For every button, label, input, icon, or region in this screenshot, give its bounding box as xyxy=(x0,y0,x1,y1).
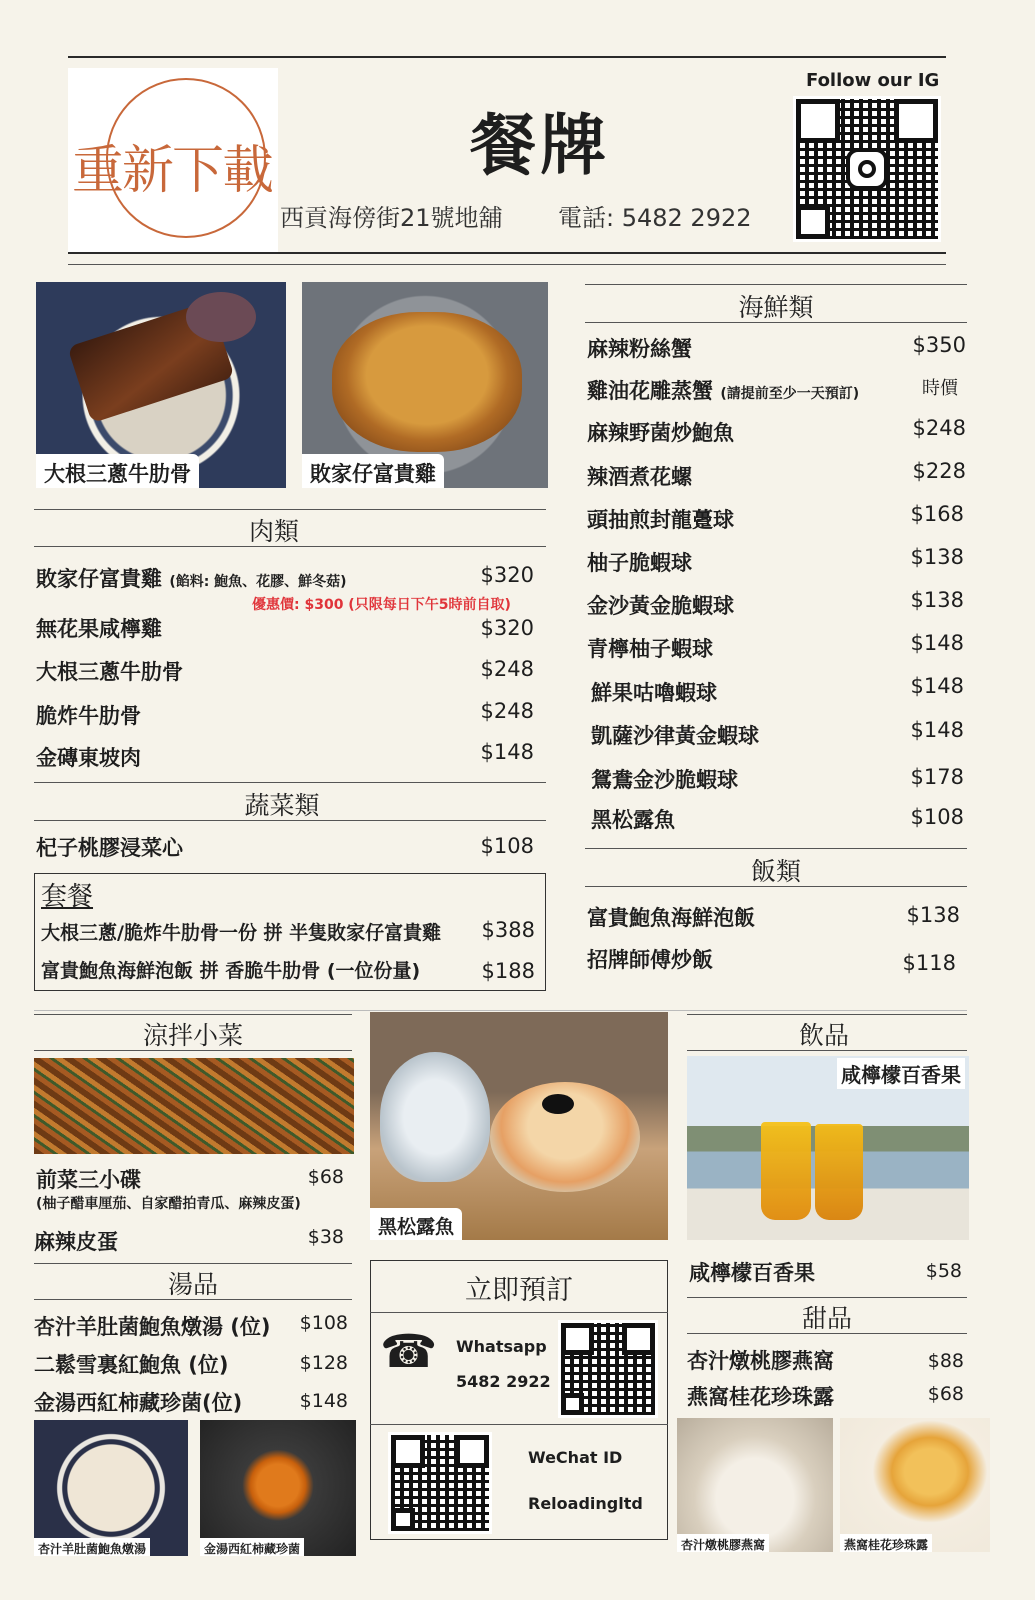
menu-item: 青檸柚子蝦球 xyxy=(587,637,713,661)
menu-price: $350 xyxy=(912,333,966,357)
menu-item: 辣酒煮花螺 xyxy=(587,465,692,489)
photo-tomato-soup xyxy=(200,1420,356,1556)
menu-price: $228 xyxy=(912,459,966,483)
dessert-rule-top xyxy=(687,1297,967,1298)
seafood-rule-top xyxy=(585,284,967,285)
phone-number: 電話: 5482 2922 xyxy=(558,204,752,232)
cold-rule-bottom xyxy=(34,1050,352,1051)
dessert-photo-caption: 杏汁燉桃膠燕窩 xyxy=(677,1534,769,1552)
menu-item: 金沙黃金脆蝦球 xyxy=(587,594,734,618)
drink-photo-label: 咸檸檬百香果 xyxy=(837,1058,965,1089)
rice-rule-top xyxy=(585,848,967,849)
wechat-id[interactable]: Reloadingltd xyxy=(528,1494,643,1513)
drinks-heading: 飲品 xyxy=(798,1021,849,1050)
photo-truffle-fish xyxy=(370,1012,668,1240)
menu-item: 雞油花雕蒸蟹 (請提前至少一天預訂) xyxy=(587,379,860,403)
rice-heading: 飯類 xyxy=(750,857,801,886)
menu-price: $320 xyxy=(480,616,534,640)
menu-item: 黑松露魚 xyxy=(591,808,675,832)
menu-price: $138 xyxy=(906,903,960,927)
menu-item: 大根三蔥/脆炸牛肋骨一份 拼 半隻敗家仔富貴雞 xyxy=(41,922,442,944)
menu-price: $68 xyxy=(307,1166,344,1188)
menu-price: $108 xyxy=(910,805,964,829)
menu-item: 金湯西紅柿藏珍菌(位) xyxy=(34,1391,243,1415)
ig-label: Follow our IG xyxy=(806,70,940,91)
soup-photo-caption: 金湯西紅柿藏珍菌 xyxy=(200,1538,304,1556)
menu-price: $188 xyxy=(481,959,535,983)
whatsapp-qr-code[interactable] xyxy=(558,1320,658,1418)
soup-rule-top xyxy=(34,1263,352,1264)
booking-rule-2 xyxy=(370,1424,668,1425)
meat-rule-top xyxy=(34,509,546,510)
page-title: 餐牌 xyxy=(470,107,610,184)
menu-price: $148 xyxy=(480,740,534,764)
cold-heading: 涼拌小菜 xyxy=(142,1021,243,1050)
menu-item: 富貴鮑魚海鮮泡飯 xyxy=(587,906,755,930)
meat-rule-bottom xyxy=(34,546,546,547)
set-meal-box xyxy=(34,873,546,991)
menu-item: 杞子桃膠浸菜心 xyxy=(36,836,183,860)
dessert-heading: 甜品 xyxy=(801,1304,852,1333)
veg-rule-bottom xyxy=(34,820,546,821)
drinks-rule-bottom xyxy=(687,1050,967,1051)
cold-rule-top xyxy=(34,1014,352,1015)
menu-item: 麻辣粉絲蟹 xyxy=(587,337,692,361)
menu-price: $38 xyxy=(307,1226,344,1248)
instagram-icon xyxy=(846,148,888,190)
menu-price: $148 xyxy=(299,1390,348,1412)
menu-item: 鴛鴦金沙脆蝦球 xyxy=(591,768,738,792)
restaurant-logo xyxy=(68,68,278,253)
menu-item: 敗家仔富貴雞 (餡料: 鮑魚、花膠、鮮冬菇) xyxy=(36,567,347,591)
caviar-shape xyxy=(542,1094,574,1114)
chicken-shape xyxy=(332,312,522,452)
menu-item: 無花果咸檸雞 xyxy=(36,617,162,641)
glass-dome-shape xyxy=(380,1052,490,1182)
menu-price: $108 xyxy=(480,834,534,858)
soup-photo-caption: 杏汁羊肚菌鮑魚燉湯 xyxy=(34,1538,150,1556)
menu-price: $138 xyxy=(910,588,964,612)
booking-rule xyxy=(370,1312,668,1313)
menu-item: 燕窩桂花珍珠露 xyxy=(687,1385,834,1409)
menu-price: $148 xyxy=(910,631,964,655)
set-heading: 套餐 xyxy=(41,882,94,912)
photo-osmanthus-dessert xyxy=(840,1418,990,1552)
whatsapp-number[interactable]: 5482 2922 xyxy=(456,1372,551,1391)
telephone-icon: ☎ xyxy=(380,1324,438,1378)
seafood-rule-bottom xyxy=(585,322,967,323)
menu-price: $58 xyxy=(925,1260,962,1282)
menu-price: $178 xyxy=(910,765,964,789)
drink-cup-shape xyxy=(761,1122,811,1220)
menu-price: $168 xyxy=(910,502,964,526)
menu-item: 杏汁羊肚菌鮑魚燉湯 (位) xyxy=(34,1315,271,1339)
menu-item: 脆炸牛肋骨 xyxy=(36,704,141,728)
menu-item: 招牌師傅炒飯 xyxy=(587,948,713,972)
center-photo-caption: 黑松露魚 xyxy=(370,1208,462,1240)
promo-text: 優惠價: $300 (只限每日下午5時前自取) xyxy=(252,597,511,613)
menu-item: 頭抽煎封龍躉球 xyxy=(587,508,734,532)
menu-price: $148 xyxy=(910,718,964,742)
soup-heading: 湯品 xyxy=(167,1270,218,1299)
menu-price: $248 xyxy=(480,657,534,681)
menu-price: $248 xyxy=(912,416,966,440)
photo-morel-soup xyxy=(34,1420,188,1556)
logo-text: 重新下載 xyxy=(72,141,273,201)
photo-beggars-chicken xyxy=(302,282,548,488)
menu-price: $68 xyxy=(927,1383,964,1405)
menu-price: $88 xyxy=(927,1350,964,1372)
garnish-shape xyxy=(186,292,256,342)
dessert-photo-caption: 燕窩桂花珍珠露 xyxy=(840,1534,932,1552)
menu-price: $138 xyxy=(910,545,964,569)
photo-braised-short-rib xyxy=(36,282,286,488)
menu-item: 麻辣皮蛋 xyxy=(34,1230,118,1254)
menu-price: $248 xyxy=(480,699,534,723)
header-rule-thin xyxy=(68,264,946,265)
header-rule xyxy=(68,252,946,254)
header-top-rule xyxy=(68,56,946,58)
seafood-heading: 海鮮類 xyxy=(738,293,814,322)
menu-item: 鮮果咕嚕蝦球 xyxy=(591,681,717,705)
menu-item: 二鬆雪裏紅鮑魚 (位) xyxy=(34,1353,229,1377)
menu-price: $148 xyxy=(910,674,964,698)
soup-rule-bottom xyxy=(34,1299,352,1300)
menu-price: $320 xyxy=(480,563,534,587)
instagram-qr-code[interactable] xyxy=(793,96,941,242)
appetizer-note: (柚子醋車厘茄、自家醋拍青瓜、麻辣皮蛋) xyxy=(36,1196,301,1212)
photo-passion-fruit-drink xyxy=(687,1056,969,1240)
menu-item: 富貴鮑魚海鮮泡飯 拼 香脆牛肋骨 (一位份量) xyxy=(41,960,421,982)
dessert-rule-bottom xyxy=(687,1333,967,1334)
wechat-qr-code[interactable] xyxy=(388,1432,492,1534)
lower-section-rule xyxy=(34,1010,967,1011)
veg-rule-top xyxy=(34,782,546,783)
wechat-label: WeChat ID xyxy=(528,1448,623,1467)
featured-caption-chicken: 敗家仔富貴雞 xyxy=(302,454,444,488)
menu-price: 時價 xyxy=(922,378,958,399)
menu-price: $388 xyxy=(481,918,535,942)
rice-rule-bottom xyxy=(585,886,967,887)
menu-item: 大根三蔥牛肋骨 xyxy=(36,660,183,684)
drink-cup-shape xyxy=(815,1124,863,1220)
menu-item: 麻辣野菌炒鮑魚 xyxy=(587,421,734,445)
menu-item: 柚子脆蝦球 xyxy=(587,551,692,575)
photo-appetizer-platter xyxy=(34,1058,354,1154)
drinks-rule-top xyxy=(687,1014,967,1015)
veg-heading: 蔬菜類 xyxy=(244,791,320,820)
whatsapp-label: Whatsapp xyxy=(456,1337,547,1356)
address: 西貢海傍街21號地舖 xyxy=(280,204,503,232)
menu-price: $108 xyxy=(299,1312,348,1334)
menu-price: $128 xyxy=(299,1352,348,1374)
featured-caption-short-rib: 大根三蔥牛肋骨 xyxy=(36,454,199,488)
menu-price: $118 xyxy=(902,951,956,975)
meat-heading: 肉類 xyxy=(248,517,299,546)
photo-peach-gum-birdnest xyxy=(677,1418,833,1552)
menu-item: 前菜三小碟 xyxy=(36,1168,141,1192)
menu-item: 咸檸檬百香果 xyxy=(689,1261,815,1285)
booking-heading: 立即預訂 xyxy=(465,1275,573,1306)
menu-item: 金磚東坡肉 xyxy=(36,746,141,770)
menu-item: 凱薩沙律黃金蝦球 xyxy=(591,724,759,748)
menu-item: 杏汁燉桃膠燕窩 xyxy=(687,1349,834,1373)
